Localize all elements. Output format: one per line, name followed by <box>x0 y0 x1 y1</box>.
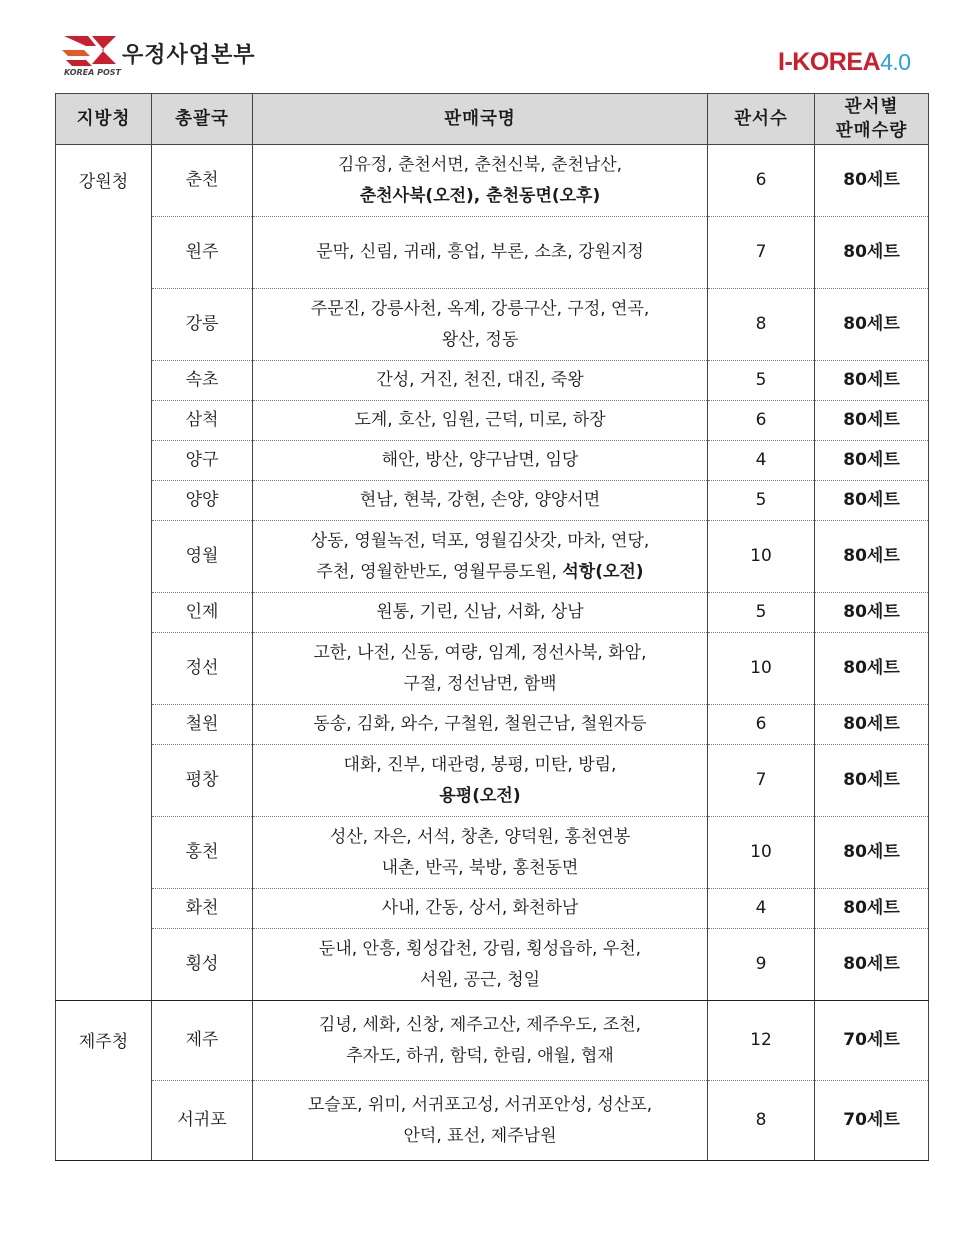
sales-offices-text: 고한, 나전, 신동, 여량, 임계, 정선사북, 화암, <box>313 642 647 663</box>
table-row <box>56 1001 929 1081</box>
quantity-cell: 80세트 <box>815 817 929 889</box>
office-count-cell: 8 <box>708 289 815 361</box>
office-count-cell: 10 <box>708 521 815 593</box>
sales-offices-text: 서원, 공근, 청일 <box>419 969 541 990</box>
i-korea-logo-main: I-KOREA <box>778 48 881 76</box>
office-count-cell: 5 <box>708 481 815 521</box>
page-header <box>0 0 964 92</box>
region-cell: 강원청 <box>56 145 152 1001</box>
sales-offices-line <box>253 1121 707 1152</box>
office-cell: 철원 <box>152 705 253 745</box>
quantity-cell: 80세트 <box>815 361 929 401</box>
table-header-row <box>56 94 929 145</box>
office-cell: 원주 <box>152 217 253 289</box>
office-cell: 제주 <box>152 1001 253 1081</box>
col-header-sales-offices: 판매국명 <box>253 94 708 145</box>
sales-offices-line <box>253 893 707 924</box>
sales-offices-cell <box>253 289 708 361</box>
sales-offices-line <box>253 1041 707 1072</box>
quantity-cell: 80세트 <box>815 521 929 593</box>
office-cell: 서귀포 <box>152 1081 253 1161</box>
quantity-cell: 80세트 <box>815 217 929 289</box>
office-count-cell: 4 <box>708 889 815 929</box>
sales-offices-cell <box>253 745 708 817</box>
table-row <box>56 521 929 593</box>
office-count-cell: 9 <box>708 929 815 1001</box>
sales-offices-line <box>253 853 707 884</box>
sales-offices-line <box>253 965 707 996</box>
sales-offices-line <box>253 365 707 396</box>
sales-offices-cell <box>253 817 708 889</box>
sales-offices-cell <box>253 1001 708 1081</box>
quantity-cell: 80세트 <box>815 745 929 817</box>
office-count-cell: 4 <box>708 441 815 481</box>
sales-offices-text: 주문진, 강릉사천, 옥계, 강릉구산, 구정, 연곡, <box>310 298 650 319</box>
quantity-cell: 80세트 <box>815 889 929 929</box>
col-header-region: 지방청 <box>56 94 152 145</box>
office-count-cell: 6 <box>708 401 815 441</box>
sales-offices-text: 왕산, 정동 <box>441 329 519 350</box>
korea-post-logo <box>62 34 322 82</box>
sales-offices-line <box>253 325 707 356</box>
office-cell: 정선 <box>152 633 253 705</box>
sales-offices-text-bold: 용평(오전) <box>439 785 521 806</box>
sales-offices-text: 성산, 자은, 서석, 창촌, 양덕원, 홍천연봉 <box>329 826 631 847</box>
sales-offices-line <box>253 709 707 740</box>
quantity-cell: 80세트 <box>815 289 929 361</box>
table-row <box>56 929 929 1001</box>
korea-post-name: 우정사업본부 <box>122 43 256 68</box>
sales-offices-line <box>253 1090 707 1121</box>
sales-offices-text: 구절, 정선남면, 함백 <box>403 673 557 694</box>
office-count-cell: 6 <box>708 145 815 217</box>
sales-offices-line <box>253 150 707 181</box>
table-row <box>56 1081 929 1161</box>
sales-offices-line <box>253 638 707 669</box>
sales-offices-line <box>253 750 707 781</box>
sales-offices-text: 간성, 거진, 천진, 대진, 죽왕 <box>376 370 584 390</box>
sales-offices-text: 김유정, 춘천서면, 춘천신북, 춘천남산, <box>337 154 623 175</box>
table-row <box>56 593 929 633</box>
sales-offices-cell <box>253 481 708 521</box>
office-count-cell: 12 <box>708 1001 815 1081</box>
sales-offices-line <box>253 237 707 268</box>
i-korea-logo-version: 4.0 <box>880 49 911 75</box>
sales-offices-text: 동송, 김화, 와수, 구철원, 철원근남, 철원자등 <box>313 714 647 734</box>
sales-offices-text: 내촌, 반곡, 북방, 홍천동면 <box>381 857 579 878</box>
sales-offices-text: 상동, 영월녹전, 덕포, 영월김삿갓, 마차, 연당, <box>310 530 650 551</box>
office-count-cell: 6 <box>708 705 815 745</box>
office-count-cell: 5 <box>708 593 815 633</box>
office-cell: 속초 <box>152 361 253 401</box>
office-count-cell: 8 <box>708 1081 815 1161</box>
sales-offices-text: 둔내, 안흥, 횡성갑천, 강림, 횡성읍하, 우천, <box>318 938 642 959</box>
office-cell: 영월 <box>152 521 253 593</box>
office-cell: 홍천 <box>152 817 253 889</box>
sales-offices-line <box>253 934 707 965</box>
office-cell: 강릉 <box>152 289 253 361</box>
office-cell: 인제 <box>152 593 253 633</box>
office-cell: 화천 <box>152 889 253 929</box>
region-cell: 제주청 <box>56 1001 152 1161</box>
sales-offices-line <box>253 1010 707 1041</box>
sales-offices-cell <box>253 593 708 633</box>
sales-offices-cell <box>253 1081 708 1161</box>
office-cell: 삼척 <box>152 401 253 441</box>
sales-offices-text: 해안, 방산, 양구남면, 임당 <box>381 450 579 470</box>
sales-offices-text: 추자도, 하귀, 함덕, 한림, 애월, 협재 <box>346 1045 614 1066</box>
sales-offices-line <box>253 445 707 476</box>
sales-offices-text: 안덕, 표선, 제주남원 <box>403 1125 557 1146</box>
sales-offices-line <box>253 557 707 588</box>
quantity-cell: 80세트 <box>815 929 929 1001</box>
quantity-cell: 80세트 <box>815 481 929 521</box>
sales-offices-text: 문막, 신림, 귀래, 흥업, 부론, 소초, 강원지정 <box>316 242 644 262</box>
office-count-cell: 7 <box>708 745 815 817</box>
quantity-cell: 80세트 <box>815 593 929 633</box>
table-row <box>56 481 929 521</box>
sales-offices-line <box>253 485 707 516</box>
table-row <box>56 817 929 889</box>
sales-offices-line <box>253 822 707 853</box>
sales-offices-line <box>253 526 707 557</box>
col-header-office: 총괄국 <box>152 94 253 145</box>
sales-offices-line <box>253 294 707 325</box>
table-row <box>56 145 929 217</box>
sales-offices-cell <box>253 929 708 1001</box>
office-count-cell: 7 <box>708 217 815 289</box>
quantity-cell: 70세트 <box>815 1001 929 1081</box>
quantity-cell: 80세트 <box>815 633 929 705</box>
office-cell: 춘천 <box>152 145 253 217</box>
sales-table <box>55 93 929 1161</box>
sales-offices-cell <box>253 145 708 217</box>
korea-post-subtitle: KOREA POST <box>64 68 121 77</box>
sales-offices-text: 대화, 진부, 대관령, 봉평, 미탄, 방림, <box>343 754 617 775</box>
table-row <box>56 705 929 745</box>
sales-offices-line <box>253 181 707 212</box>
table-row <box>56 361 929 401</box>
sales-offices-line <box>253 405 707 436</box>
sales-offices-line <box>253 781 707 812</box>
sales-offices-text: 모슬포, 위미, 서귀포고성, 서귀포안성, 성산포, <box>307 1094 653 1115</box>
sales-offices-text: 주천, 영월한반도, 영월무릉도원, <box>316 561 563 582</box>
sales-offices-cell <box>253 889 708 929</box>
sales-offices-cell <box>253 401 708 441</box>
office-cell: 평창 <box>152 745 253 817</box>
table-row <box>56 441 929 481</box>
sales-offices-text: 김녕, 세화, 신창, 제주고산, 제주우도, 조천, <box>318 1014 642 1035</box>
quantity-cell: 70세트 <box>815 1081 929 1161</box>
office-count-cell: 5 <box>708 361 815 401</box>
sales-offices-cell <box>253 521 708 593</box>
office-count-cell: 10 <box>708 817 815 889</box>
table-row <box>56 401 929 441</box>
col-header-quantity: 관서별 판매수량 <box>815 94 929 145</box>
sales-offices-text-bold: 춘천사북(오전), 춘천동면(오후) <box>359 185 601 206</box>
office-count-cell: 10 <box>708 633 815 705</box>
office-cell: 양양 <box>152 481 253 521</box>
office-cell: 양구 <box>152 441 253 481</box>
i-korea-logo <box>778 48 928 78</box>
table-row <box>56 289 929 361</box>
sales-offices-cell <box>253 441 708 481</box>
sales-offices-text: 원통, 기린, 신남, 서화, 상남 <box>376 602 584 622</box>
quantity-cell: 80세트 <box>815 145 929 217</box>
office-cell: 횡성 <box>152 929 253 1001</box>
sales-offices-text: 사내, 간동, 상서, 화천하남 <box>381 898 579 918</box>
sales-offices-line <box>253 597 707 628</box>
sales-offices-cell <box>253 633 708 705</box>
sales-offices-text-bold: 석항(오전) <box>562 561 644 582</box>
table-row <box>56 889 929 929</box>
col-header-count: 관서수 <box>708 94 815 145</box>
quantity-cell: 80세트 <box>815 401 929 441</box>
table-row <box>56 633 929 705</box>
quantity-cell: 80세트 <box>815 705 929 745</box>
quantity-cell: 80세트 <box>815 441 929 481</box>
sales-offices-text: 도계, 호산, 임원, 근덕, 미로, 하장 <box>354 410 606 430</box>
korea-post-emblem-icon <box>62 34 118 68</box>
sales-offices-text: 현남, 현북, 강현, 손양, 양양서면 <box>359 490 601 510</box>
sales-offices-cell <box>253 705 708 745</box>
table-row <box>56 217 929 289</box>
sales-offices-line <box>253 669 707 700</box>
sales-offices-cell <box>253 217 708 289</box>
table-body <box>56 145 929 1161</box>
table-row <box>56 745 929 817</box>
sales-offices-cell <box>253 361 708 401</box>
